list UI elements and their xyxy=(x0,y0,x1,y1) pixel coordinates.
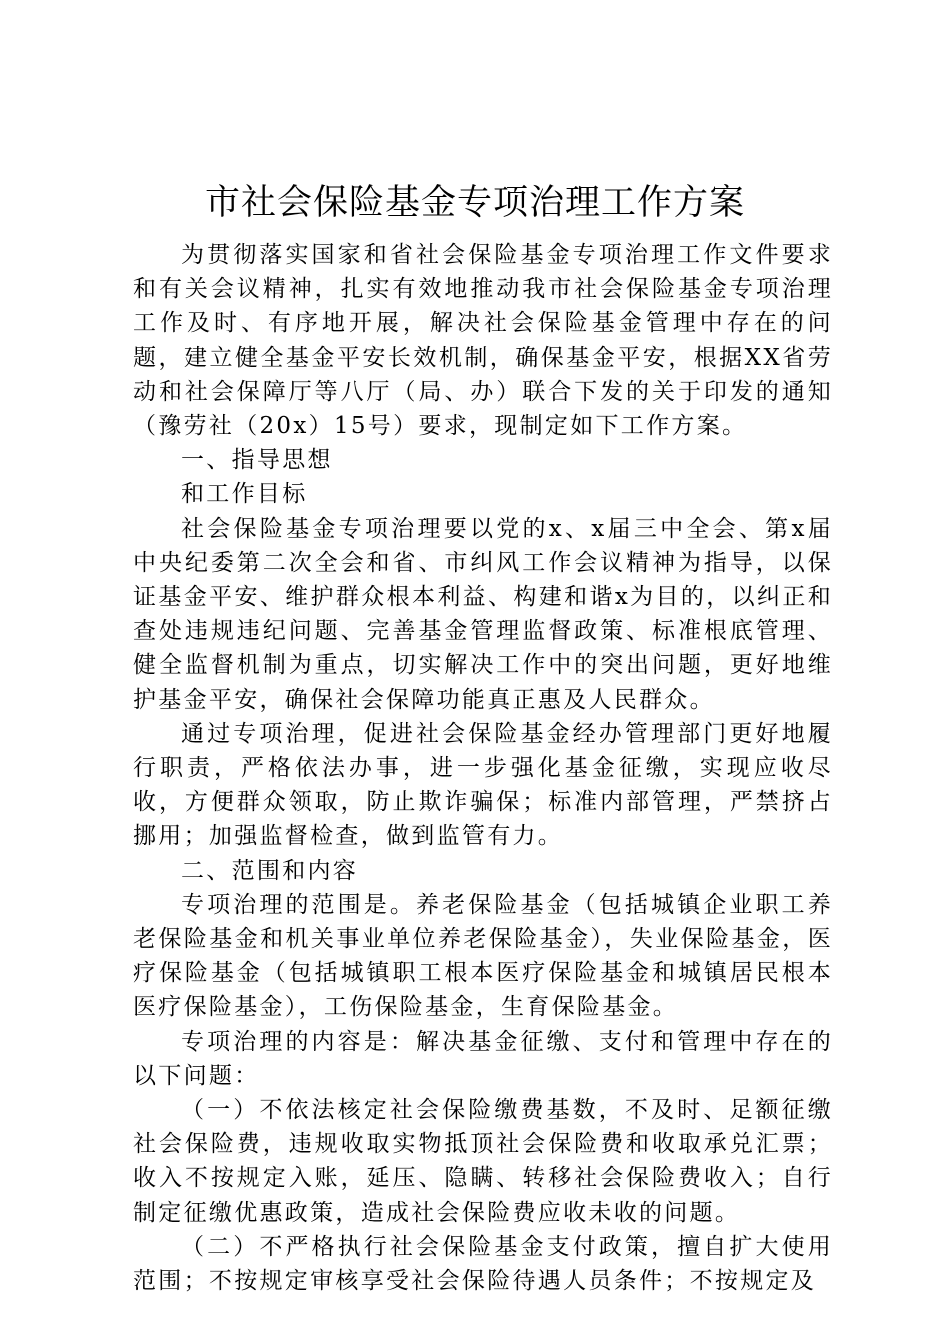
document-body xyxy=(133,238,833,1298)
section-heading-scope-content: 二、范围和内容 xyxy=(181,857,359,884)
paragraph-item-1: （一）不依法核定社会保险缴费基数，不及时、足额征缴社会保险费，违规收取实物抵顶社会保险费和收取承兑汇票；收入不按规定入账，延压、隐瞒、转移社会保险费收入；自行制定征缴优惠政策，造成社会保险费应收未收的问题。 xyxy=(133,1097,833,1226)
paragraph-guiding-principle: 社会保险基金专项治理要以党的x、x届三中全会、第x届中央纪委第二次全会和省、市纠风工作会议精神为指导，以保证基金平安、维护群众根本利益、构建和谐x为目的，以纠正和查处违规违纪问题、完善基金管理监督政策、标准根底管理、健全监督机制为重点，切实解决工作中的突出问题，更好地维护基金平安，确保社会保障功能真正惠及人民群众。 xyxy=(133,515,833,713)
paragraph-goals: 通过专项治理，促进社会保险基金经办管理部门更好地履行职责，严格依法办事，进一步强化基金征缴，实现应收尽收，方便群众领取，防止欺诈骗保；标准内部管理，严禁挤占挪用；加强监督检查，做到监管有力。 xyxy=(133,720,833,850)
paragraph-intro: 为贯彻落实国家和省社会保险基金专项治理工作文件要求和有关会议精神，扎实有效地推动我市社会保险基金专项治理工作及时、有序地开展，解决社会保险基金管理中存在的问题，建立健全基金平安长效机制，确保基金平安，根据XX省劳动和社会保障厅等八厅（局、办）联合下发的关于印发的通知（豫劳社（20x）15号）要求，现制定如下工作方案。 xyxy=(133,242,833,440)
paragraph-item-2: （二）不严格执行社会保险基金支付政策，擅自扩大使用范围；不按规定审核享受社会保险待遇人员条件；不按规定及 xyxy=(133,1233,833,1295)
section-heading-guiding-thought: 一、指导思想 xyxy=(181,447,333,474)
document-title: 市社会保险基金专项治理工作方案 xyxy=(204,183,745,223)
paragraph-content-intro: 专项治理的内容是：解决基金征缴、支付和管理中存在的以下问题： xyxy=(133,1028,833,1089)
paragraph-scope: 专项治理的范围是。养老保险基金（包括城镇企业职工养老保险基金和机关事业单位养老保险基金），失业保险基金，医疗保险基金（包括城镇职工根本医疗保险基金和城镇居民根本医疗保险基金），工伤保险基金，生育保险基金。 xyxy=(133,891,833,1021)
section-heading-work-goals: 和工作目标 xyxy=(181,481,308,508)
